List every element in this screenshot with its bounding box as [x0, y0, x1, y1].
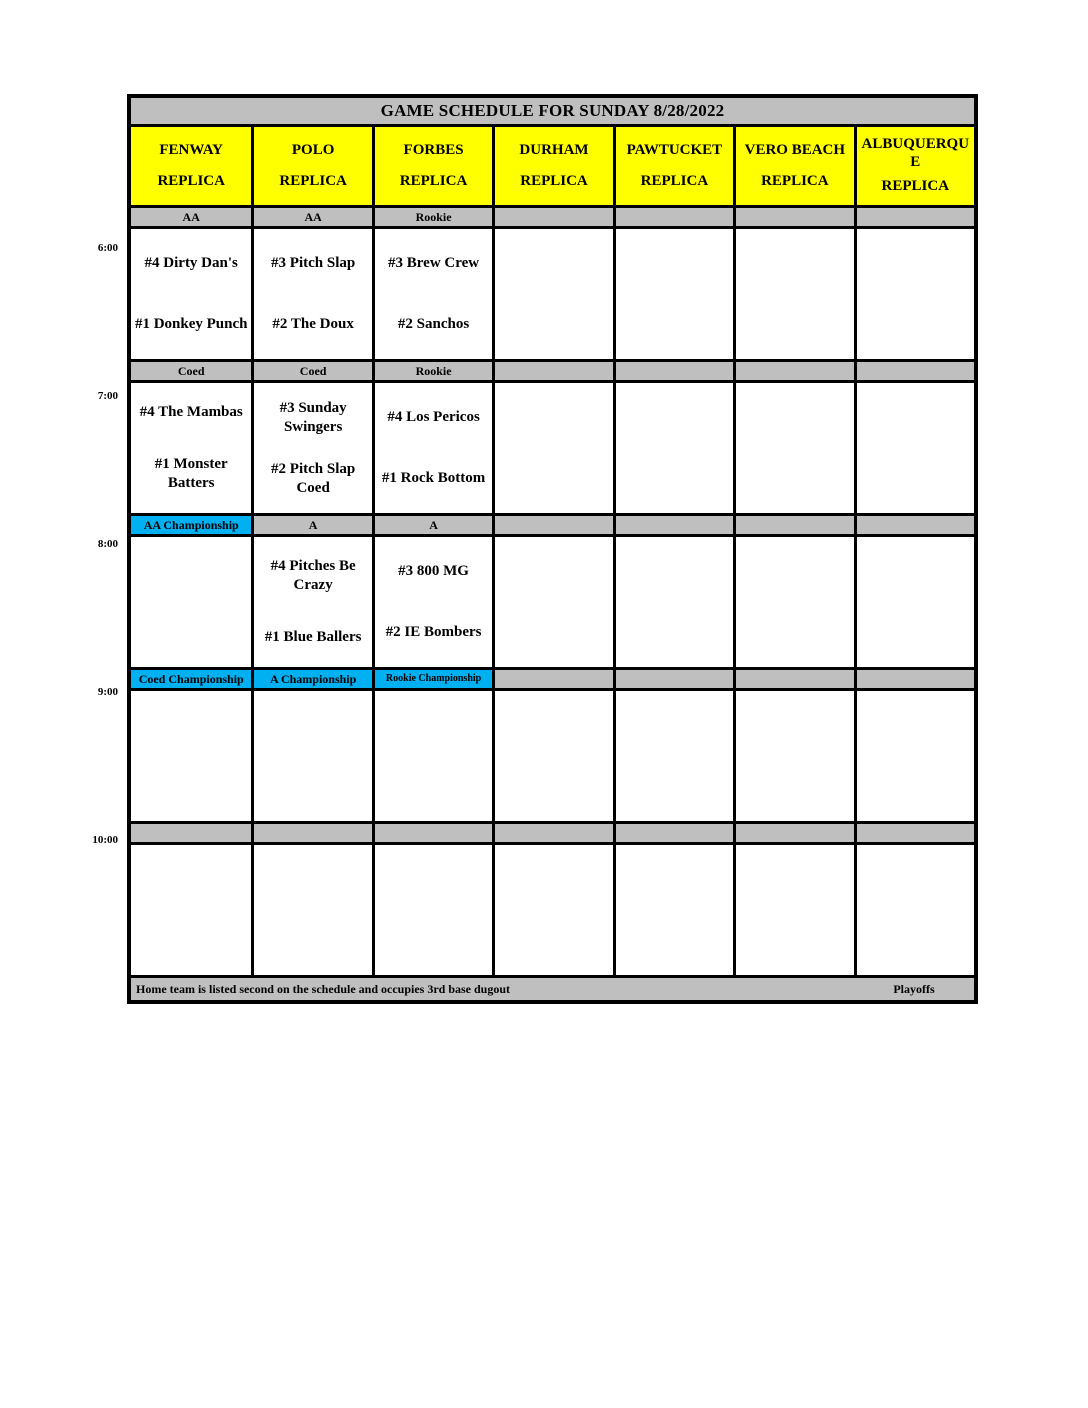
- game-cell: [854, 537, 974, 667]
- game-cell: [733, 691, 853, 821]
- division-row: [131, 670, 974, 691]
- game-row: [131, 229, 974, 362]
- field-type: REPLICA: [399, 172, 468, 189]
- away-team: #4 Dirty Dan's: [144, 255, 238, 272]
- division-cell: AA: [131, 208, 251, 226]
- division-cell: [854, 670, 974, 688]
- game-cell: [492, 383, 612, 513]
- division-cell: [854, 362, 974, 380]
- game-cell: [251, 691, 371, 821]
- division-cell: A Championship: [251, 670, 371, 688]
- game-cell: [492, 691, 612, 821]
- game-cell: [854, 845, 974, 975]
- division-row: [131, 824, 974, 845]
- division-cell: [733, 824, 853, 842]
- game-cell: [613, 383, 733, 513]
- home-team: #2 Sanchos: [397, 316, 470, 333]
- game-cell: [131, 845, 251, 975]
- away-team: #3 Sunday Swingers: [279, 399, 347, 435]
- game-cell: [733, 845, 853, 975]
- field-type: REPLICA: [157, 172, 225, 189]
- game-cell: [613, 229, 733, 359]
- game-cell: [251, 537, 371, 667]
- field-type: REPLICA: [520, 172, 588, 189]
- division-cell: [854, 516, 974, 534]
- field-name: VERO BEACH: [744, 142, 846, 159]
- game-cell: [251, 845, 371, 975]
- division-cell: [251, 824, 371, 842]
- away-team: #4 Pitches Be Crazy: [270, 558, 356, 594]
- away-team: #3 Brew Crew: [388, 255, 480, 272]
- game-cell: [854, 383, 974, 513]
- game-cell: [733, 383, 853, 513]
- division-cell: [492, 208, 612, 226]
- division-cell: AA: [251, 208, 371, 226]
- division-cell: [733, 208, 853, 226]
- field-header-polo: [251, 127, 371, 205]
- home-team: #1 Monster Batters: [154, 456, 228, 491]
- home-team: #2 Pitch Slap Coed: [271, 460, 356, 496]
- division-cell: [613, 824, 733, 842]
- division-cell: [492, 516, 612, 534]
- division-cell: Coed: [251, 362, 371, 380]
- schedule-title: GAME SCHEDULE FOR SUNDAY 8/28/2022: [131, 98, 974, 127]
- field-header-vero-beach: [733, 127, 853, 205]
- game-row: [131, 845, 974, 978]
- division-cell: Rookie: [372, 362, 492, 380]
- time-label: 8:00: [97, 538, 118, 550]
- time-label: 9:00: [97, 686, 118, 698]
- game-cell: [372, 383, 492, 513]
- field-name: FORBES: [403, 142, 464, 159]
- home-team: #1 Blue Ballers: [264, 628, 362, 645]
- division-cell: [854, 824, 974, 842]
- division-cell: [733, 670, 853, 688]
- division-cell: Coed Championship: [131, 670, 251, 688]
- game-cell: [372, 229, 492, 359]
- game-cell: [372, 845, 492, 975]
- division-cell: [854, 208, 974, 226]
- field-type: REPLICA: [881, 178, 950, 195]
- division-cell: Rookie: [372, 208, 492, 226]
- field-header-albuquerque: [854, 127, 974, 205]
- game-cell: [613, 691, 733, 821]
- game-cell: [613, 845, 733, 975]
- time-label: 7:00: [97, 390, 118, 402]
- field-type: REPLICA: [279, 172, 347, 189]
- schedule-table: [127, 94, 978, 1004]
- field-name: POLO: [291, 142, 335, 159]
- field-header-row: [131, 127, 974, 208]
- division-cell: [613, 208, 733, 226]
- game-row: [131, 537, 974, 670]
- division-cell: [492, 824, 612, 842]
- game-cell: [492, 537, 612, 667]
- division-cell: [733, 362, 853, 380]
- field-type: REPLICA: [761, 172, 829, 189]
- game-cell: [492, 229, 612, 359]
- division-cell: [492, 362, 612, 380]
- field-header-pawtucket: [613, 127, 733, 205]
- away-team: #4 The Mambas: [139, 404, 243, 421]
- field-name: DURHAM: [519, 142, 589, 159]
- away-team: #4 Los Pericos: [387, 409, 480, 426]
- division-cell: [492, 670, 612, 688]
- division-cell: [613, 670, 733, 688]
- division-row: [131, 362, 974, 383]
- game-cell: [251, 229, 371, 359]
- game-cell: [492, 845, 612, 975]
- game-cell: [372, 691, 492, 821]
- time-label: 10:00: [92, 834, 118, 846]
- field-header-forbes: [372, 127, 492, 205]
- game-row: [131, 383, 974, 516]
- division-cell: A: [372, 516, 492, 534]
- playoffs-label: Playoffs: [893, 981, 935, 996]
- home-team: #2 The Doux: [272, 316, 354, 333]
- game-cell: [733, 229, 853, 359]
- game-cell: [251, 383, 371, 513]
- division-cell: AA Championship: [131, 516, 251, 534]
- footer-row: [131, 978, 974, 1000]
- game-cell: [131, 229, 251, 359]
- time-slot-rows: [131, 208, 974, 978]
- game-cell: [613, 537, 733, 667]
- away-team: #3 Pitch Slap: [271, 255, 356, 272]
- game-cell: [372, 537, 492, 667]
- game-row: [131, 691, 974, 824]
- game-cell: [131, 537, 251, 667]
- division-cell: Coed: [131, 362, 251, 380]
- field-header-fenway: [131, 127, 251, 205]
- division-row: [131, 208, 974, 229]
- division-cell: A: [251, 516, 371, 534]
- division-cell: Rookie Championship: [372, 670, 492, 688]
- division-cell: [372, 824, 492, 842]
- game-cell: [854, 229, 974, 359]
- field-name: FENWAY: [159, 142, 224, 159]
- field-header-durham: [492, 127, 612, 205]
- field-name: PAWTUCKET: [626, 142, 723, 159]
- home-team: #1 Donkey Punch: [134, 316, 248, 333]
- field-name: ALBUQUERQUE: [861, 136, 970, 170]
- game-cell: [854, 691, 974, 821]
- away-team: #3 800 MG: [398, 563, 469, 580]
- division-cell: [613, 516, 733, 534]
- division-cell: [613, 362, 733, 380]
- division-cell: [131, 824, 251, 842]
- home-team: #2 IE Bombers: [385, 624, 482, 641]
- home-team: #1 Rock Bottom: [381, 470, 486, 487]
- game-cell: [131, 691, 251, 821]
- division-row: [131, 516, 974, 537]
- time-label: 6:00: [97, 242, 118, 254]
- footer-note: Home team is listed second on the schedule and occupies 3rd base dugout: [136, 981, 511, 996]
- game-cell: [733, 537, 853, 667]
- game-cell: [131, 383, 251, 513]
- field-type: REPLICA: [640, 172, 709, 189]
- division-cell: [733, 516, 853, 534]
